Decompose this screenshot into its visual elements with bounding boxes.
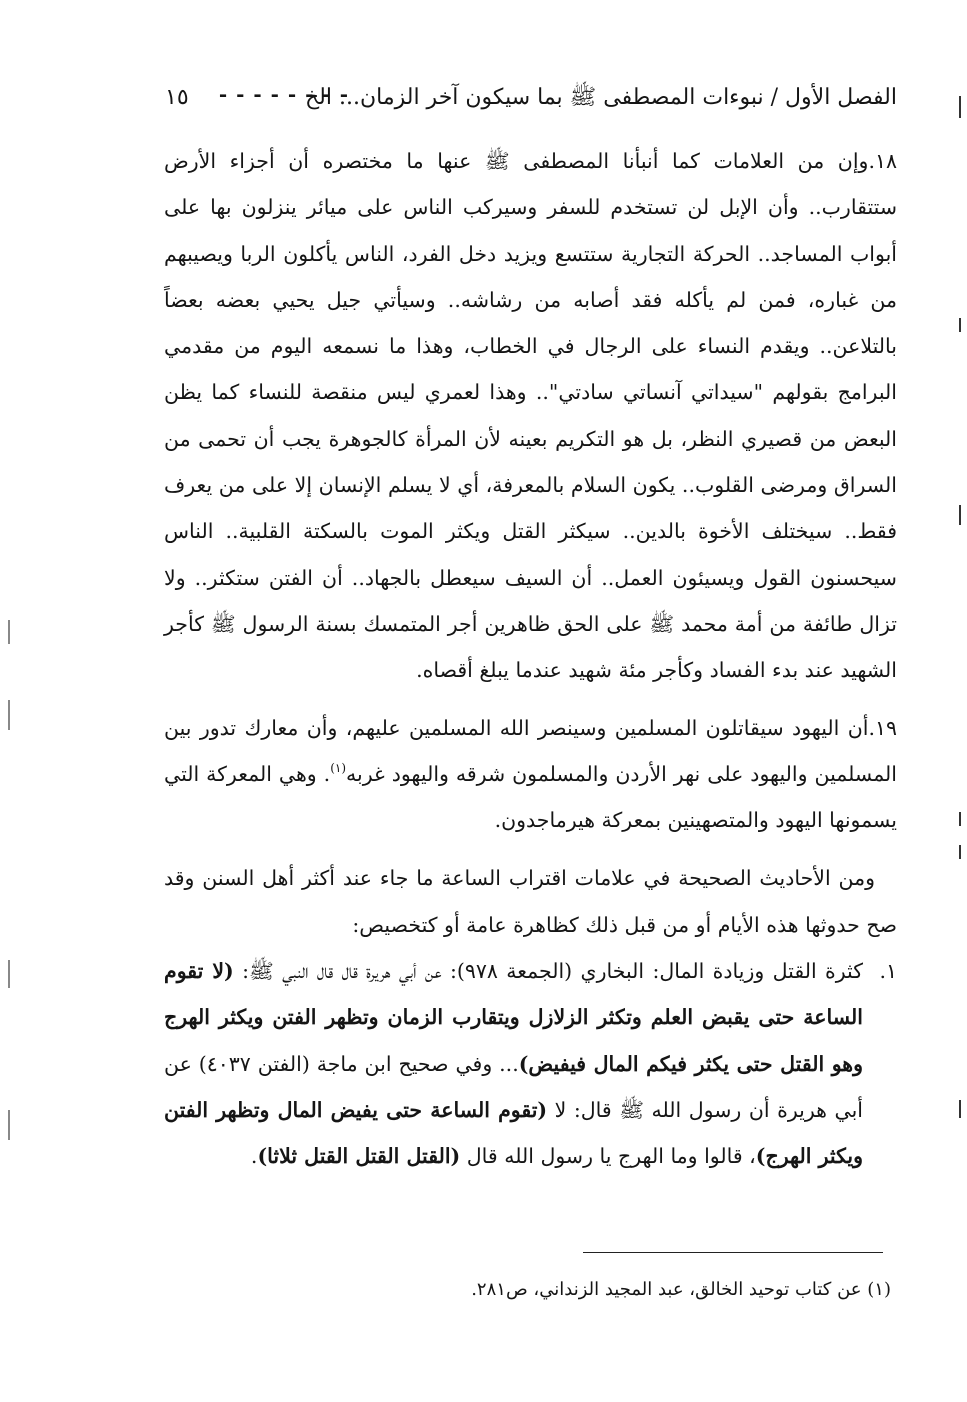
- paragraph-19-text-a: ١٩.أن اليهود سيقاتلون المسلمين وسينصر الله المسلمين عليهم، وأن معارك تدور بين المسلمين واليهود على نهر الأردن والمسلمون شرقه واليهود غربه: [164, 715, 897, 786]
- header-dots: - - - - - - - -: [218, 82, 349, 106]
- list-item-text-c: ... وفي صحيح ابن ماجة (الفتن ٤٠٣٧) عن أبي هريرة أن رسول الله ﷺ قال: لا: [164, 1051, 863, 1122]
- list-item-text-a: كثرة القتل وزيادة المال: البخاري (الجمعة ٩٧٨): عن أبي هريرة قال قال النبي ﷺ:: [233, 959, 863, 984]
- scan-edge-mark: [959, 845, 961, 859]
- intro-paragraph: ومن الأحاديث الصحيحة في علامات اقتراب الساعة ما جاء عند أكثر أهل السنن وقد صح حدوثها هذه الأيام أو من قبل ذلك كظاهرة عامة أو كتخصيص:: [164, 866, 897, 937]
- paragraph-19: [164, 705, 897, 844]
- scan-edge-mark: [8, 700, 10, 730]
- body-text: [164, 138, 897, 1180]
- scan-edge-mark: [959, 812, 961, 826]
- scan-edge-mark: [959, 505, 961, 525]
- hadith-quote-2: (تقوم الساعة حتى يفيض المال وتظهر الفتن ويكثر الهرج): [164, 1097, 863, 1169]
- paragraph-19-text-b: . وهي المعركة التي يسمونها اليهود والمتصهينين بمعركة هيرماجدون.: [164, 761, 897, 833]
- page-number: ١٥: [165, 85, 189, 110]
- footnote-marker[interactable]: (١): [330, 760, 347, 775]
- scan-edge-mark: [959, 96, 961, 118]
- chapter-title: الفصل الأول / نبوءات المصطفى ﷺ بما سيكون آخر الزمان... الخ: [304, 85, 897, 110]
- scan-edge-mark: [8, 620, 10, 644]
- hadith-quote-3: (القتل القتل القتل ثلاثا): [257, 1144, 461, 1169]
- list-item-text-e: ، قالوا وما الهرج يا رسول الله قال: [460, 1144, 756, 1169]
- list-item-number: ١.: [879, 959, 897, 984]
- scan-edge-mark: [959, 1100, 961, 1118]
- footnote-divider: [583, 1252, 883, 1253]
- scan-edge-mark: [959, 318, 961, 332]
- hadith-quote-1: (لا تقوم الساعة حتى يقبض العلم وتكثر الزلازل ويتقارب الزمان وتظهر الفتن ويكثر الهرج وهو القتل حتى يكثر فيكم المال فيفيض): [164, 959, 863, 1076]
- scan-edge-mark: [8, 960, 10, 988]
- paragraph-18: ١٨.وإن من العلامات كما أنبأنا المصطفى ﷺ عنها ما مختصره أن أجزاء الأرض ستتقارب.. وأن الإبل لن تستخدم للسفر وسيركب الناس على ميائر ينزلون بها على أبواب المساجد.. الحركة التجارية ستتسع ويزيد دخل الفرد، الناس يأكلون الربا ويصيبهم من غباره، فمن لم يأكله فقد أصابه من رشاشه.. وسيأتي جيل يحيي بعضه بعضاً بالتلاعن.. ويقدم النساء على الرجال في الخطاب، وهذا ما نسمعه اليوم من مقدمي البرامج بقولهم "سيداتي آنساتي سادتي".. وهذا لعمري ليس منقصة للنساء كما يظن البعض من قصيري النظر، بل هو التكريم بعينه لأن المرأة كالجوهرة يجب أن تحمى من السراق ومرضى القلوب.. يكون السلام بالمعرفة، أي لا يسلم الإنسان إلا على من يعرف فقط.. سيختلف الأخوة بالدين.. سيكثر القتل ويكثر الموت بالسكتة القلبية.. الناس سيحسنون القول ويسيئون العمل.. أن السيف سيعطل بالجهاد.. أن الفتن ستكثر.. ولا تزال طائفة من أمة محمد ﷺ على الحق ظاهرين أجر المتمسك بسنة الرسول ﷺ كأجر الشهيد عند بدء الفساد وكأجر مئة شهيد عندما يبلغ أقصاه.: [164, 149, 897, 683]
- list-item-1: [164, 948, 897, 1179]
- list-item-text-g: .: [250, 1144, 258, 1169]
- footnote: (١) عن كتاب توحيد الخالق، عبد المجيد الزنداني، ص٢٨١.: [471, 1279, 891, 1300]
- scan-edge-mark: [8, 1110, 10, 1140]
- running-header: [165, 78, 897, 118]
